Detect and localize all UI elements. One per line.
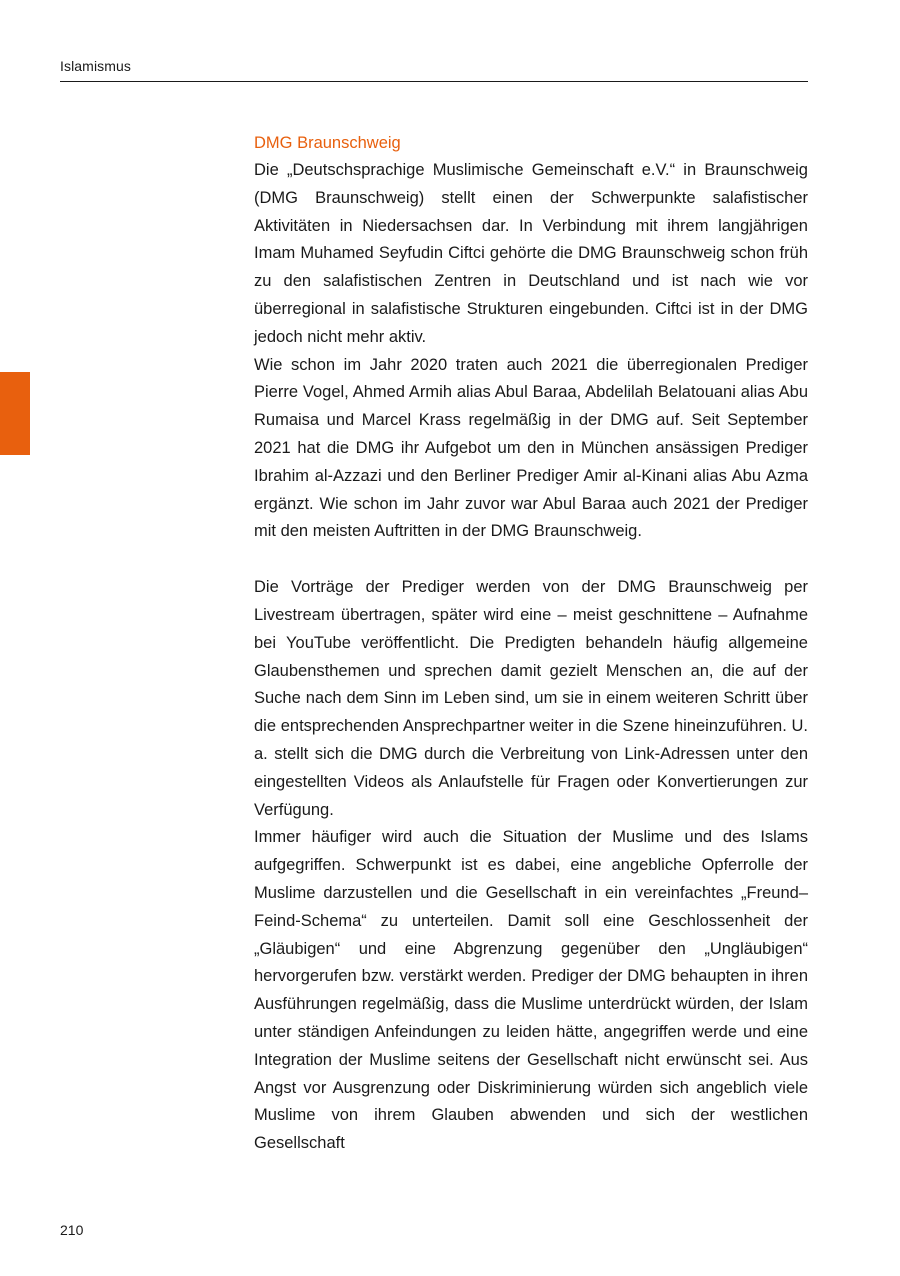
- paragraph-1: Die „Deutschsprachige Muslimische Gemeinschaft e.V.“ in Braunschweig (DMG Braunschweig) stellt einen der Schwerpunkte salafistischer Aktivitäten in Niedersachsen dar. In Verbindung mit ihrem langjährigen Imam Muhamed Seyfudin Ciftci gehörte die DMG Braunschweig schon früh zu den salafistischen Zentren in Deutschland und ist nach wie vor überregional in salafistische Strukturen eingebunden. Ciftci ist in der DMG jedoch nicht mehr aktiv.: [254, 161, 808, 346]
- running-head: Islamismus: [60, 58, 132, 74]
- page-number: 210: [60, 1222, 84, 1238]
- main-content: [254, 129, 808, 1158]
- section-title: DMG Braunschweig: [254, 134, 401, 152]
- header-rule: [60, 81, 808, 82]
- paragraph-2: Wie schon im Jahr 2020 traten auch 2021 die überregionalen Prediger Pierre Vogel, Ahmed Armih alias Abul Baraa, Abdelilah Belatouani alias Abu Rumaisa und Marcel Krass regelmäßig in der DMG auf. Seit September 2021 hat die DMG ihr Aufgebot um den in München ansässigen Prediger Ibrahim al-Azzazi und den Berliner Prediger Amir al-Kinani alias Abu Azma ergänzt. Wie schon im Jahr zuvor war Abul Baraa auch 2021 der Prediger mit den meisten Auftritten in der DMG Braunschweig.: [254, 355, 808, 541]
- paragraph-4: Immer häufiger wird auch die Situation der Muslime und des Islams aufgegriffen. Schwerpunkt ist es dabei, eine angebliche Opferrolle der Muslime darzustellen und die Gesellschaft in ein vereinfachtes „Freund–Feind-Schema“ zu unterteilen. Damit soll eine Geschlossenheit der „Gläubigen“ und eine Abgrenzung gegenüber den „Ungläubigen“ hervorgerufen bzw. verstärkt werden. Prediger der DMG behaupten in ihren Ausführungen regelmäßig, dass die Muslime unterdrückt würden, der Islam unter ständigen Anfeindungen zu leiden hätte, angegriffen werde und eine Integration der Muslime seitens der Gesellschaft nicht erwünscht sei. Aus Angst vor Ausgrenzung oder Diskriminierung würden sich angeblich viele Muslime von ihrem Glauben abwenden und sich der westlichen Gesellschaft: [254, 828, 808, 1153]
- chapter-marker-tab: [0, 372, 30, 455]
- paragraph-3: Die Vorträge der Prediger werden von der DMG Braunschweig per Livestream übertragen, später wird eine – meist geschnittene – Aufnahme bei YouTube veröffentlicht. Die Predigten behandeln häufig allgemeine Glaubensthemen und sprechen damit gezielt Menschen an, die auf der Suche nach dem Sinn im Leben sind, um sie in einem weiteren Schritt über die entsprechenden Ansprechpartner weiter in die Szene hineinzuführen. U. a. stellt sich die DMG durch die Verbreitung von Link-Adressen unter den eingestellten Videos als Anlaufstelle für Fragen oder Konvertierungen zur Verfügung.: [254, 578, 808, 819]
